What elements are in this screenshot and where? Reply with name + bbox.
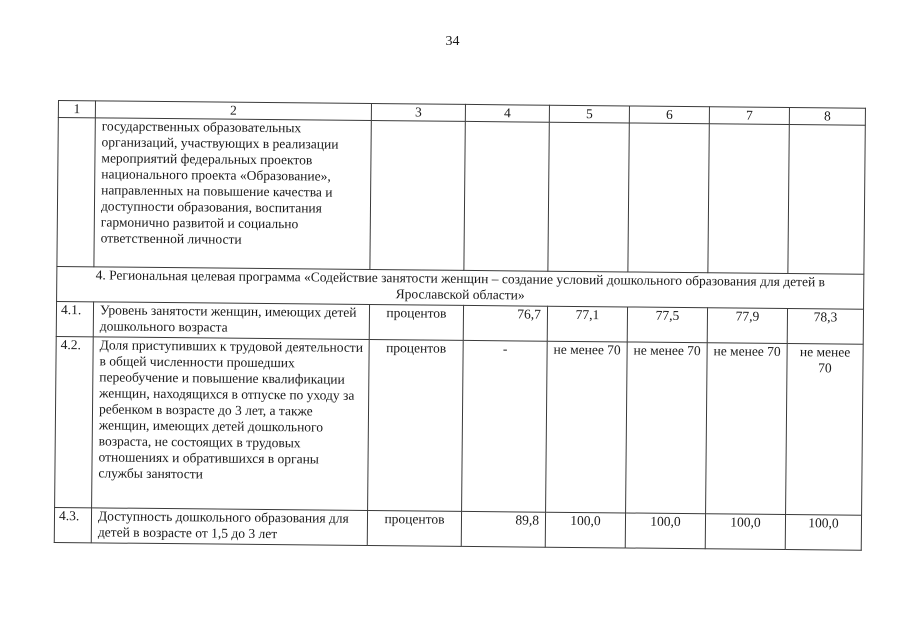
value-cell: 100,0 [545, 512, 625, 548]
value-cell: 100,0 [785, 515, 861, 551]
value-cell: не менее 70 [706, 343, 788, 515]
value-cell: - [462, 340, 548, 512]
indicator-name: Доступность дошкольного образования для детей в возрасте от 1,5 до 3 лет [91, 508, 367, 546]
value-cell: не менее 70 [546, 341, 628, 513]
column-number: 1 [58, 101, 95, 118]
indicators-table [54, 100, 866, 551]
unit-cell: процентов [369, 305, 463, 341]
unit-cell: процентов [367, 510, 461, 546]
value-cell: 89,8 [461, 511, 545, 547]
value-cell: не менее 70 [786, 344, 864, 516]
value-cell: 77,1 [547, 306, 627, 342]
page-number: 34 [445, 34, 460, 49]
table-row [55, 336, 864, 515]
value-cell: 78,3 [787, 309, 863, 345]
continued-row [57, 118, 865, 275]
column-number: 8 [789, 108, 865, 126]
indicator-name: Доля приступивших к трудовой деятельности в общей численности прошедших переобучение и повышение квалификации женщин, находящихся в отпуске по уходу за ребенком в возрасте до 3 лет, а также женщин, имеющих детей дошкольного возраста, не состоящих в трудовых отношениях и обратившихся в органы службы занятости [92, 337, 370, 511]
unit-cell: процентов [368, 339, 464, 511]
column-number: 6 [629, 106, 709, 124]
column-number: 4 [465, 104, 549, 122]
value-cell: 77,9 [707, 308, 787, 344]
column-number: 5 [549, 105, 629, 123]
indicator-name: государственных образовательных организаций, участвующих в реализации мероприятий федеральных проектов национального проекта «Образование», направленных на повышение качества и доступности образования, воспитания гармонично развитой и социально ответственной личности [94, 118, 371, 270]
value-cell: 77,5 [627, 307, 707, 343]
value-cell: не менее 70 [626, 342, 708, 514]
row-index: 4.3. [54, 507, 91, 542]
column-number: 3 [371, 104, 465, 122]
column-number: 7 [709, 107, 789, 125]
row-index: 4.2. [55, 336, 94, 507]
table-row [54, 507, 861, 550]
value-cell: 100,0 [625, 513, 705, 549]
section-title: 4. Региональная целевая программа «Содействие занятости женщин – создание условий дошкольного образования для детей в Ярославской области» [57, 266, 864, 309]
indicator-name: Уровень занятости женщин, имеющих детей дошкольного возраста [93, 302, 369, 340]
row-index: 4.1. [56, 301, 93, 336]
column-number: 2 [95, 101, 371, 121]
value-cell: 76,7 [463, 305, 547, 341]
indicators-table-wrap [54, 100, 866, 551]
value-cell: 100,0 [705, 514, 785, 550]
